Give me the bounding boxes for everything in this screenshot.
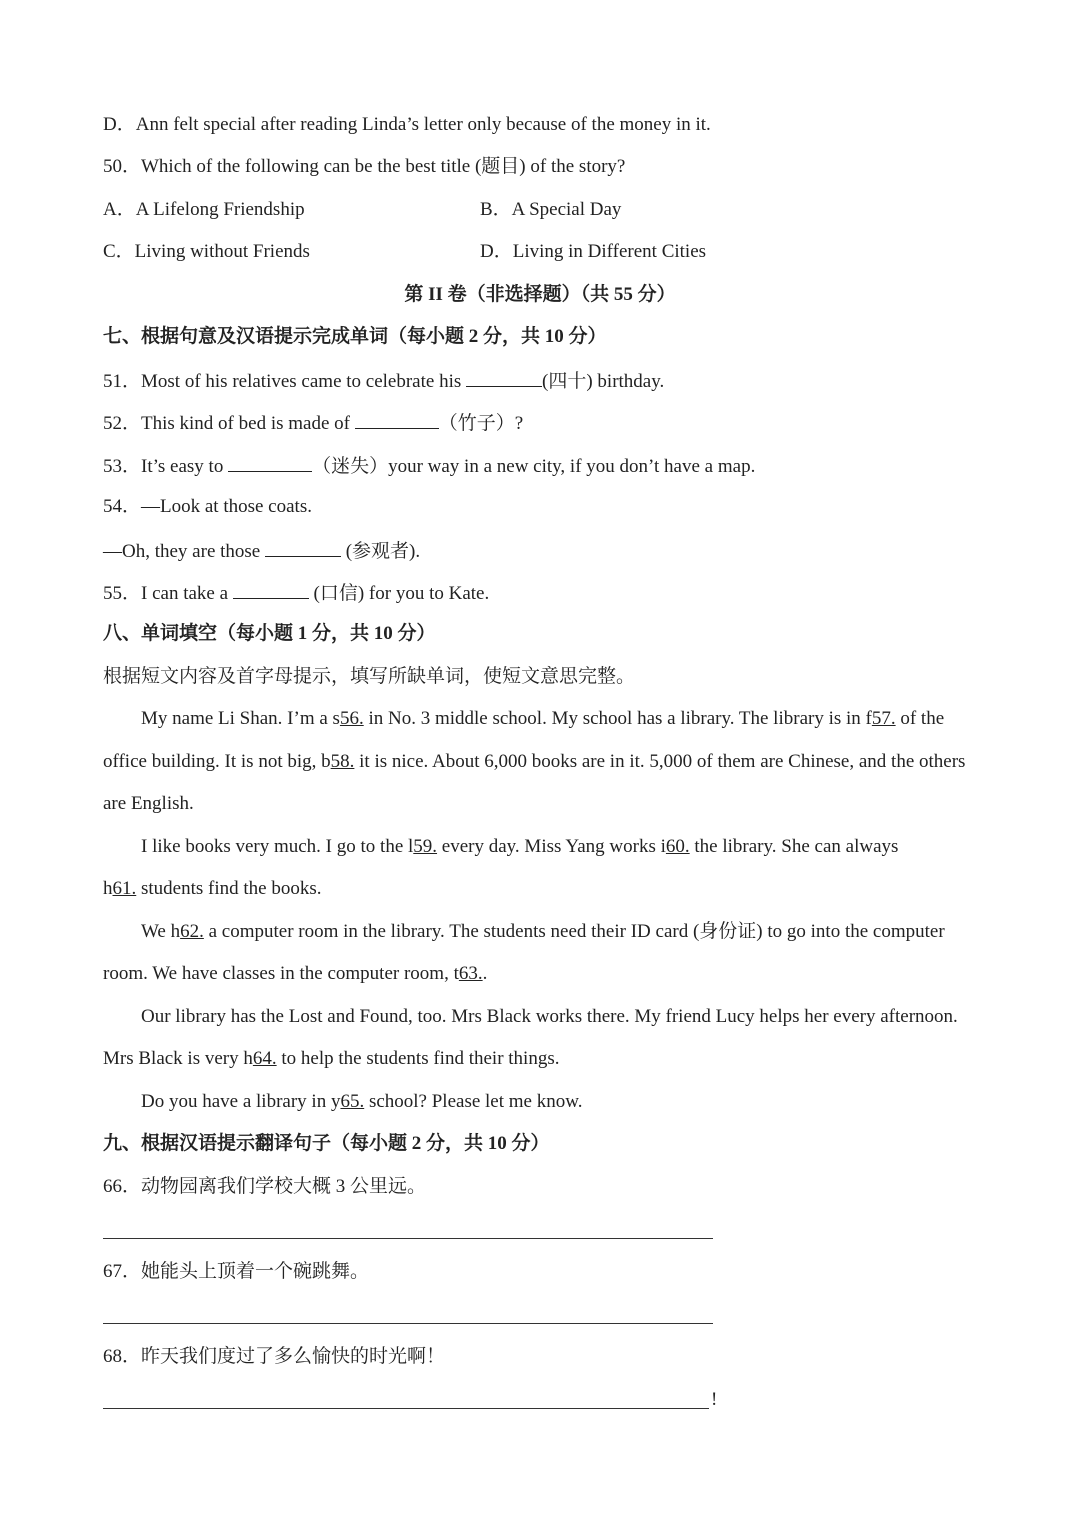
q53 [103, 453, 755, 479]
passage-p3-line2 [103, 962, 487, 986]
blank-61[interactable]: 61. [112, 878, 137, 899]
passage-text: We h [141, 921, 181, 942]
q67-answer-line[interactable] [103, 1323, 713, 1324]
q55 [103, 580, 489, 606]
q51-pre: 51．Most of his relatives came to celebrate his [103, 371, 467, 392]
passage-text: the library. She can always [689, 836, 899, 857]
passage-p1-line2 [103, 750, 965, 774]
blank-62[interactable]: 62. [180, 921, 204, 942]
q54-line2 [103, 538, 420, 564]
q68-answer-line[interactable] [103, 1408, 709, 1409]
q54-pre: —Oh, they are those [103, 541, 265, 562]
passage-text: room. We have classes in the computer room, t [103, 963, 459, 984]
blank-64[interactable]: 64. [252, 1048, 277, 1069]
passage-p1-line1 [141, 707, 944, 731]
section7-heading: 七、根据句意及汉语提示完成单词（每小题 2 分，共 10 分） [103, 326, 607, 347]
passage-text: school? Please let me know. [364, 1091, 583, 1112]
passage-p3-line1 [141, 920, 945, 944]
q50-option-b: B．A Special Day [480, 199, 622, 220]
q51-post: (四十) birthday. [542, 371, 665, 392]
q66-answer-line[interactable] [103, 1238, 713, 1239]
q53-post: （迷失）your way in a new city, if you don’t have a map. [312, 456, 756, 477]
q52 [103, 410, 523, 436]
q50-option-c: C．Living without Friends [103, 241, 310, 262]
passage-p2-line2 [103, 877, 322, 901]
passage-text: office building. It is not big, b [103, 751, 331, 772]
passage-p1-line3: are English. [103, 793, 194, 814]
q53-pre: 53．It’s easy to [103, 456, 229, 477]
passage-text: h [103, 878, 113, 899]
passage-p2-line1 [141, 835, 898, 859]
section8-heading: 八、单词填空（每小题 1 分，共 10 分） [103, 623, 436, 644]
blank-56[interactable]: 56. [339, 708, 364, 729]
passage-text: . [482, 963, 488, 984]
passage-text: to help the students find their things. [276, 1048, 560, 1069]
blank-57[interactable]: 57. [871, 708, 896, 729]
blank-58[interactable]: 58. [330, 751, 355, 772]
q53-blank[interactable] [228, 453, 312, 472]
q55-pre: 55．I can take a [103, 583, 233, 604]
passage-text: Do you have a library in y [141, 1091, 341, 1112]
q54-blank[interactable] [265, 538, 341, 557]
q49-option-d: D．Ann felt special after reading Linda’s letter only because of the money in it. [103, 114, 711, 135]
passage-p4-line2 [103, 1047, 559, 1071]
passage-text: a computer room in the library. The students need their ID card (身份证) to go into the computer [203, 921, 945, 942]
passage-p4-line1: Our library has the Lost and Found, too. Mrs Black works there. My friend Lucy helps her every afternoon. [141, 1006, 958, 1027]
passage-text: Mrs Black is very h [103, 1048, 253, 1069]
section9-heading: 九、根据汉语提示翻译句子（每小题 2 分，共 10 分） [103, 1133, 550, 1154]
q55-post: (口信) for you to Kate. [308, 583, 490, 604]
passage-text: every day. Miss Yang works i [437, 836, 666, 857]
q67: 67．她能头上顶着一个碗跳舞。 [103, 1261, 370, 1282]
passage-text: students find the books. [136, 878, 322, 899]
q68: 68．昨天我们度过了多么愉快的时光啊！ [103, 1346, 446, 1367]
q51 [103, 368, 664, 394]
q52-post: （竹子）? [438, 413, 524, 434]
passage-text: of the [895, 708, 945, 729]
passage-text: in No. 3 middle school. My school has a library. The library is in f [363, 708, 872, 729]
blank-59[interactable]: 59. [413, 836, 438, 857]
q50-option-a: A．A Lifelong Friendship [103, 199, 305, 220]
q68-exclamation: ! [711, 1389, 718, 1410]
q54-post: (参观者). [340, 541, 421, 562]
blank-65[interactable]: 65. [340, 1091, 365, 1112]
passage-p5-line1 [141, 1090, 582, 1114]
passage-text: it is nice. About 6,000 books are in it. 5,000 of them are Chinese, and the others [354, 751, 966, 772]
passage-text: My name Li Shan. I’m a s [141, 708, 340, 729]
q54-line1: 54．—Look at those coats. [103, 496, 312, 517]
q51-blank[interactable] [466, 368, 542, 387]
q66: 66．动物园离我们学校大概 3 公里远。 [103, 1176, 427, 1197]
q55-blank[interactable] [233, 580, 309, 599]
q52-pre: 52．This kind of bed is made of [103, 413, 355, 434]
blank-60[interactable]: 60. [665, 836, 690, 857]
q52-blank[interactable] [355, 410, 439, 429]
passage-text: I like books very much. I go to the l [141, 836, 414, 857]
q50-stem: 50．Which of the following can be the best title (题目) of the story? [103, 156, 626, 177]
section8-instruction: 根据短文内容及首字母提示，填写所缺单词，使短文意思完整。 [103, 666, 636, 687]
blank-63[interactable]: 63. [458, 963, 483, 984]
part2-title: 第 II 卷（非选择题）（共 55 分） [404, 284, 676, 305]
q50-option-d: D．Living in Different Cities [480, 241, 707, 262]
